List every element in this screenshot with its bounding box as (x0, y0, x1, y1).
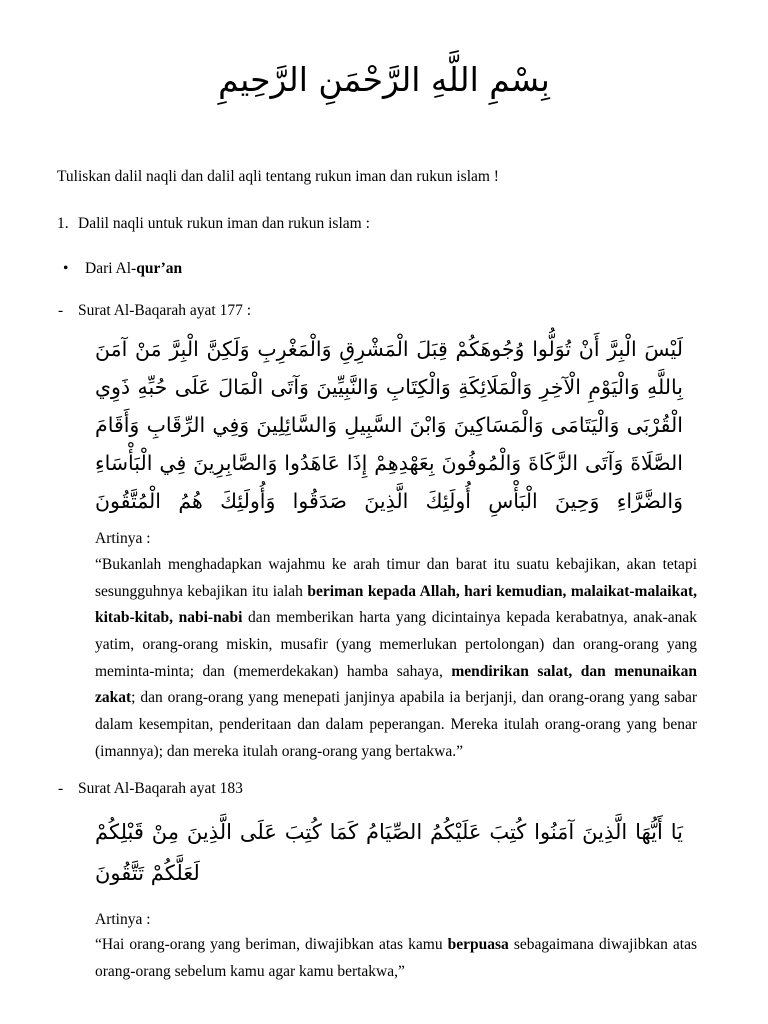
text-run: “Hai orang-orang yang beriman, diwajibkan atas kamu (95, 936, 448, 953)
verse-title-text-183: Surat Al-Baqarah ayat 183 (78, 780, 243, 797)
list-marker-dash: - (58, 302, 64, 319)
source-bullet-label-bold: qur’an (136, 260, 183, 277)
list-marker-number: 1. (57, 215, 69, 232)
section-1-heading (57, 212, 370, 235)
translation-albaqarah-183 (95, 932, 697, 985)
source-bullet-label-plain: Dari Al- (85, 260, 137, 277)
text-run: dan memberikan harta yang dicintainya kepada kerabatnya, anak-anak yatim, orang-orang miskin, musafir (yang memerlukan pertolongan) dan orang-orang yang meminta-minta; dan (memerdekakan) hamba sahaya, (95, 609, 697, 680)
section-1-heading-text: Dalil naqli untuk rukun iman dan rukun islam : (78, 215, 370, 232)
arabic-verse-albaqarah-177: لَيْسَ الْبِرَّ أَنْ تُوَلُّوا وُجُوهَكُمْ قِبَلَ الْمَشْرِقِ وَالْمَغْرِبِ وَلَكِنَّ الْبِرَّ مَنْ آمَنَ بِاللَّهِ وَالْيَوْمِ الْآخِرِ وَالْمَلَائِكَةِ وَالْكِتَابِ وَالنَّبِيِّينَ وَآتَى الْمَالَ عَلَى حُبِّهِ ذَوِي الْقُرْبَى وَالْيَتَامَى وَالْمَسَاكِينَ وَابْنَ السَّبِيلِ وَالسَّائِلِينَ وَفِي الرِّقَابِ وَأَقَامَ الصَّلَاةَ وَآتَى الزَّكَاةَ وَالْمُوفُونَ بِعَهْدِهِمْ إِذَا عَاهَدُوا وَالصَّابِرِينَ فِي الْبَأْسَاءِ وَالضَّرَّاءِ وَحِينَ الْبَأْسِ أُولَئِكَ الَّذِينَ صَدَقُوا وَأُولَئِكَ هُمُ الْمُتَّقُونَ (95, 337, 683, 513)
text-run: ; dan orang-orang yang menepati janjinya apabila ia berjanji, dan orang-orang yang sabar dalam kesempitan, penderitaan dan dalam peperangan. Mereka itulah orang-orang yang benar (imannya); dan mereka itulah orang-orang yang bertakwa.” (95, 689, 697, 760)
basmalah-heading: بِسْمِ اللَّهِ الرَّحْمَنِ الرَّحِيمِ (218, 60, 550, 99)
verse-title-albaqarah-177 (58, 299, 251, 322)
verse-title-albaqarah-183 (58, 777, 243, 800)
verse-title-text-177: Surat Al-Baqarah ayat 177 : (78, 302, 252, 319)
artinya-label-177: Artinya : (95, 530, 151, 547)
list-marker-dash: - (58, 780, 64, 797)
list-marker-bullet: • (63, 260, 69, 277)
arabic-verse-albaqarah-183: يَا أَيُّهَا الَّذِينَ آمَنُوا كُتِبَ عَلَيْكُمُ الصِّيَامُ كَمَا كُتِبَ عَلَى الَّذِينَ مِنْ قَبْلِكُمْ لَعَلَّكُمْ تَتَّقُونَ (95, 820, 683, 885)
text-run: “Bukanlah menghadapkan wajahmu ke arah timur dan barat itu suatu kebajikan, akan tetapi sesungguhnya kebajikan itu ialah (95, 556, 697, 600)
translation-albaqarah-177 (95, 552, 697, 765)
emphasis-run: berpuasa (447, 936, 509, 953)
source-bullet-quran (63, 257, 182, 280)
artinya-label-183: Artinya : (95, 911, 151, 928)
question-prompt: Tuliskan dalil naqli dan dalil aqli tentang rukun iman dan rukun islam ! (57, 168, 499, 185)
emphasis-run: beriman kepada Allah, hari kemudian, malaikat-malaikat, kitab-kitab, nabi-nabi (95, 582, 697, 627)
emphasis-run: mendirikan salat, dan menunaikan zakat (95, 662, 697, 707)
text-run: sebagaimana diwajibkan atas orang-orang sebelum kamu agar kamu bertakwa,” (95, 936, 697, 980)
